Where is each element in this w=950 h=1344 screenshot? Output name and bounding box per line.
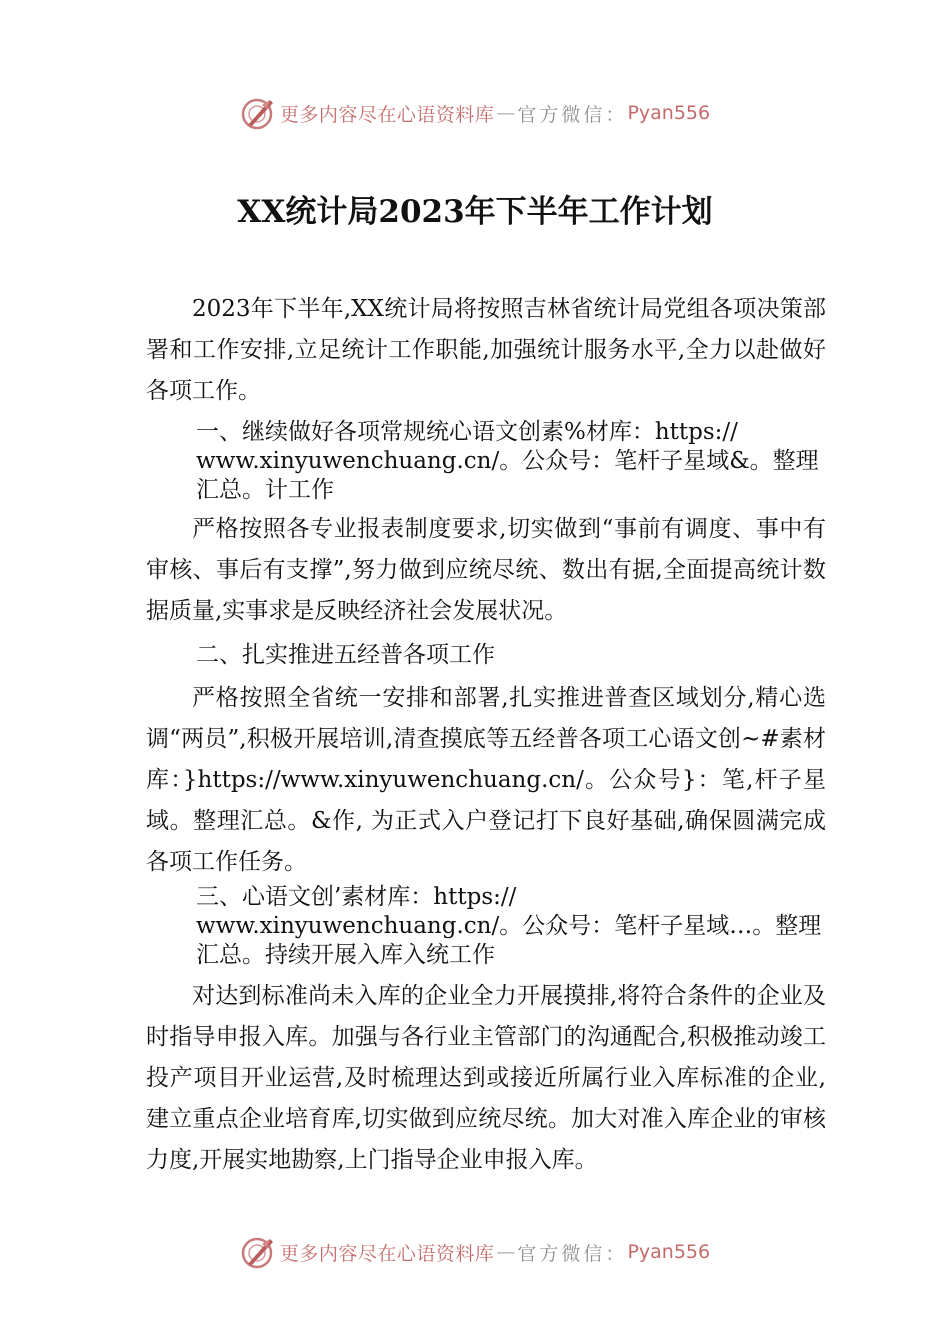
footer-banner: [0, 1233, 950, 1271]
banner-brand-text: 更多内容尽在心语资料库: [279, 103, 495, 126]
banner-wechat-label: 官方微信：: [517, 103, 628, 126]
section3-heading: 三、心语文创’素材库：https:// www.xinyuwenchuang.cn/。公众号：笔杆子星域…。整理 汇总。持续开展入库入统工作: [196, 884, 822, 968]
section1-heading: 一、继续做好各项常规统心语文创素%材库：https:// www.xinyuwenchuang.cn/。公众号：笔杆子星域&。整理 汇总。计工作: [196, 419, 819, 503]
banner-brand-text: 更多内容尽在心语资料库: [279, 1242, 495, 1265]
section3-body: 对达到标准尚未入库的企业全力开展摸排,将符合条件的企业及时指导申报入库。加强与各行业主管部门的沟通配合,积极推动竣工投产项目开业运营,及时梳理达到或接近所属行业入库标准的企业,建立重点企业培育库,切实做到应统尽统。加大对准入库企业的审核力度,开展实地勘察,上门指导企业申报入库。: [146, 983, 826, 1173]
quill-logo-icon: [240, 1234, 276, 1270]
banner-separator: —: [496, 102, 516, 124]
quill-logo-icon: [240, 95, 276, 131]
document-title: XX统计局2023年下半年工作计划: [237, 194, 713, 230]
section2-heading: 二、扎实推进五经普各项工作: [196, 642, 495, 668]
header-banner: [0, 94, 950, 132]
section1-body: 严格按照各专业报表制度要求,切实做到“事前有调度、事中有审核、事后有支撑”,努力做到应统尽统、数出有据,全面提高统计数据质量,实事求是反映经济社会发展状况。: [146, 516, 826, 624]
intro-paragraph: 2023年下半年,XX统计局将按照吉林省统计局党组各项决策部署和工作安排,立足统计工作职能,加强统计服务水平,全力以赴做好各项工作。: [146, 296, 826, 404]
banner-wechat-id: Pyan556: [627, 102, 711, 124]
banner-separator: —: [496, 1241, 516, 1263]
section2-body: 严格按照全省统一安排和部署,扎实推进普查区域划分,精心选调“两员”,积极开展培训,清查摸底等五经普各项工心语文创~#素材库：}https://www.xinyuwenchuang.cn/。公众号}：笔,杆子星域。整理汇总。&作, 为正式入户登记打下良好基础,确保圆满完成各项工作任务。: [146, 685, 827, 875]
banner-wechat-label: 官方微信：: [517, 1242, 628, 1265]
banner-wechat-id: Pyan556: [627, 1241, 711, 1263]
